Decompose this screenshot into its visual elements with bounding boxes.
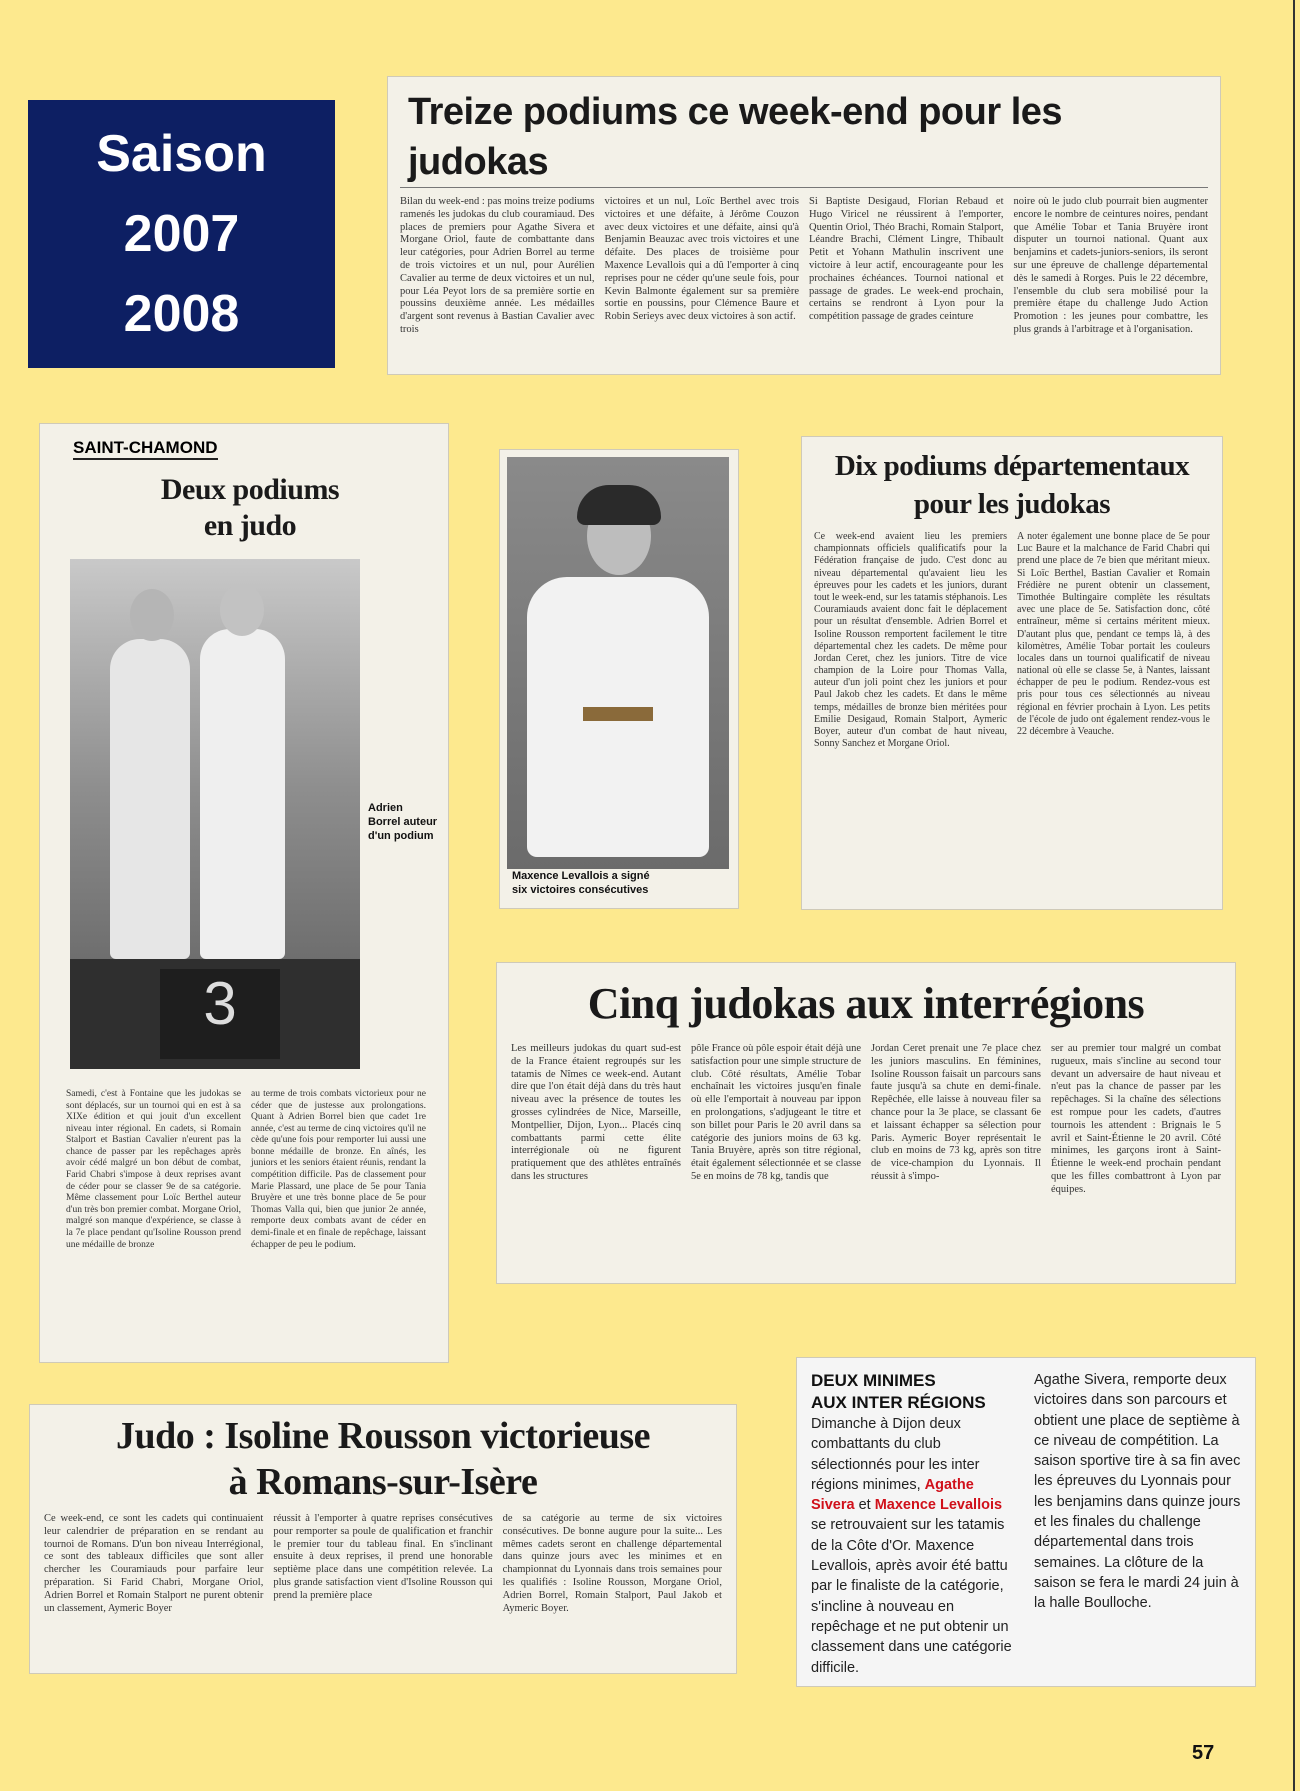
headline-line: à Romans-sur-Isère bbox=[228, 1461, 538, 1503]
article-column: réussit à l'emporter à quatre reprises consécutives pour remporter sa poule de qualification et franchir le premier tour du tableau final. En s'inclinant ensuite à deux reprises, il prend une honorable septième place dans une compétition relevée. La plus grande satisfaction vient d'Isoline Rousson qui prend la première place bbox=[273, 1513, 493, 1601]
season-year-end: 2008 bbox=[123, 285, 240, 343]
judoka-portrait-photo bbox=[507, 457, 729, 869]
headline-line: pour les judokas bbox=[913, 488, 1111, 520]
judokas-podium-photo: 3 bbox=[70, 559, 360, 1069]
article-deux-podiums bbox=[40, 424, 448, 1362]
article-column: victoires et un nul, Loïc Berthel avec trois victoires et une défaite, à Jérôme Couzon avec deux victoires et une défaite, ainsi qu'à Benjamin Beauzac avec trois victoires et une défaite. Des places de troisième pour Maxence Levallois qui a dû l'emporter à cinq reprises pour ne céder qu'une seule fois, pour Kevin Balmonte également sur sa première sortie en poussins, pour Clémence Baure et Robin Serieys avec deux victoires à son actif. bbox=[604, 196, 799, 323]
article-headline bbox=[44, 1413, 722, 1505]
article-treize-podiums bbox=[388, 77, 1220, 374]
article-body bbox=[44, 1513, 722, 1615]
article-column: Jordan Ceret prenait une 7e place chez les juniors masculins. En féminines, Isoline Rousson faisait un parcours sans faute jusqu'à sa chute en demi-finale. Repêchée, elle laisse à nouveau filer sa chance pour la 3e place, se classant 6e et laissant échapper sa sélection pour Paris. Aymeric Boyer représentait le club en moins de 73 kg, après son titre de vice-champion du Lyonnais. Il réussit à s'impo- bbox=[871, 1043, 1041, 1182]
article-body bbox=[511, 1043, 1221, 1197]
headline-line: Deux podiums bbox=[160, 473, 340, 506]
article-isoline-rousson bbox=[30, 1405, 736, 1673]
article-body bbox=[400, 196, 1208, 337]
article-column: au terme de trois combats victorieux pour ne céder que de justesse aux prolongations. Quant à Adrien Borrel bien que cadet 1re année, c'est au terme de cinq victoires qu'il ne cède qu'une fois pour remporter lui aussi une bonne médaille de bronze. En aînés, les juniors et les seniors étaient réunis, rendant la compétition difficile. Pas de classement pour Marie Plassard, une place de 5e pour Tania Bruyère et une très bonne place de 5e pour Thomas Valla qui, bien que junior 2e année, remporte deux combats avant de céder en demi-finale et en finale de repêchage, laissant échapper de peu le podium. bbox=[251, 1089, 426, 1250]
headline-line: en judo bbox=[203, 509, 297, 542]
season-box bbox=[28, 100, 335, 368]
highlighted-name: Agathe Sivera bbox=[811, 1476, 974, 1514]
article-deux-minimes bbox=[797, 1358, 1255, 1686]
article-column: Les meilleurs judokas du quart sud-est de la France étaient regroupés sur les tatamis de Nîmes ce week-end. Autant dire que l'on était déjà dans du très haut niveau avec la présence de toutes les grosses cylindrées de Nice, Marseille, Montpellier, Dijon, Lyon... Placés cinq combattants parmi cette élite interrégionale où ne figurent pratiquement que des athlètes entraînés dans les structures bbox=[511, 1043, 681, 1182]
article-maxence-photo bbox=[500, 450, 738, 908]
article-dix-podiums bbox=[802, 437, 1222, 909]
article-body bbox=[66, 1089, 426, 1251]
article-column: A noter également une bonne place de 5e pour Luc Baure et la malchance de Farid Chabri qui prend une place de 7e bien que méritant mieux. Si Loïc Berthel, Bastian Cavalier et Romain Frédière ne purent obtenir un classement, Timothée Bultingaire complète les résultats avec une place de 5e. Satisfaction donc, côté entraîneur, même si certains méritent mieux. D'autant plus que, pendant ce temps là, à des kilomètres, Amélie Tobar portait les couleurs locales dans un tournoi qualificatif de niveau national où elle se classe 5e, à Nantes, laissant échapper de peu le podium. Rendez-vous est pris pour tous ces sélectionnés au niveau régional en février prochain à Lyon. Les petits de l'école de judo ont également rendez-vous le 22 décembre à Veauche. bbox=[1017, 531, 1210, 737]
article-column: pôle France où pôle espoir était déjà une satisfaction pour une simple structure de club. Côté résultats, Amélie Tobar enchaînait les victoires jusqu'en finale où elle l'emportait à nouveau par ippon en prolongations, s'adjugeant le titre et son billet pour Paris le 20 avril dans sa catégorie des juniors moins de 63 kg. Tania Bruyère, après son titre régional, était également sélectionnée et se classe 5e en moins de 78 kg, tandis que bbox=[691, 1043, 861, 1182]
article-column: Agathe Sivera, remporte deux victoires dans son parcours et obtient une place de septième à ce niveau de compétition. La saison sportive tire à sa fin avec les épreuves du Lyonnais pour les benjamins dans quinze jours et les finales du challenge départemental dans trois semaines. La clôture de la saison se fera le mardi 24 juin à la halle Boulloche. bbox=[1034, 1372, 1241, 1612]
page-edge-line bbox=[1293, 0, 1295, 1791]
article-kicker: SAINT-CHAMOND bbox=[73, 438, 218, 460]
article-headline: Cinq judokas aux interrégions bbox=[587, 979, 1145, 1028]
article-column: Si Baptiste Desigaud, Florian Rebaud et Hugo Viricel ne réussirent à l'emporter, Quentin Oriol, Théo Brachi, Romain Stalport, Léandre Brachi, Clément Lingre, Thibault Petit et Yohann Mathulin inscrivent une victoire à leur actif, encourageante pour les prochaines échéances. Tournoi national et passage de grades. Le week-end prochain, certains se rendront à Lyon pour la compétition passage de grades ceinture bbox=[809, 196, 1004, 323]
headline-line: AUX INTER RÉGIONS bbox=[811, 1393, 986, 1412]
article-column: Dimanche à Dijon deux combattants du club sélectionnés pour les inter régions minimes, Agathe Sivera et Maxence Levallois se retrouvaient sur les tatamis de la Côte d'Or. Maxence Levallois, après avoir été battu par le finaliste de la catégorie, s'incline à nouveau en repêchage et ne put obtenir un classement dans une catégorie difficile. bbox=[811, 1416, 1012, 1676]
photo-caption bbox=[512, 870, 726, 898]
article-body bbox=[814, 531, 1210, 750]
headline-line: DEUX MINIMES bbox=[811, 1371, 936, 1390]
headline-line: Judo : Isoline Rousson victorieuse bbox=[115, 1415, 651, 1457]
article-column: noire où le judo club pourrait bien augmenter encore le nombre de ceintures noires, pendant que Amélie Tobar et Tania Bruyère iront disputer un tournoi national. Quant aux benjamins et cadets-juniors-seniors, ils seront sur une épreuve de challenge départemental dès le samedi à Rorges. Puis le 22 décembre, l'ensemble du club sera mobilisé pour la première étape du challenge Judo Action Promotion : les jeunes pour combattre, les plus grands à l'arbitrage et à l'organisation. bbox=[1013, 196, 1208, 335]
article-headline bbox=[814, 447, 1210, 523]
photo-caption: Adrien Borrel auteur d'un podium bbox=[368, 802, 438, 842]
headline-line: Dix podiums départementaux bbox=[834, 450, 1190, 482]
page-number: 57 bbox=[1192, 1742, 1215, 1764]
caption-line: six victoires consécutives bbox=[512, 883, 649, 896]
article-headline: Treize podiums ce week-end pour les judokas bbox=[400, 87, 1208, 188]
highlighted-name: Maxence Levallois bbox=[874, 1497, 1003, 1514]
season-year-start: 2007 bbox=[123, 205, 240, 263]
article-headline bbox=[811, 1370, 1018, 1414]
article-column: ser au premier tour malgré un combat rugueux, mais s'incline au second tour devant un adversaire de haut niveau et n'eut pas la chance de passer par les repêchages. Si la chaîne des sélections est rompue pour les cadets, d'autres tournois les attendent : Brignais le 5 avril et Saint-Étienne le 20 avril. Côté minimes, les garçons iront à Saint-Étienne le week-end prochain pendant que les filles combattront à Lyon par équipes. bbox=[1051, 1043, 1221, 1195]
article-column: Bilan du week-end : pas moins treize podiums ramenés les judokas du club couramiaud. Des places de premiers pour Agathe Sivera et Morgane Oriol, faute de combattante dans leur catégories, pour Adrien Borrel au terme de trois victoires et un nul, pour Aurélien Cavalier au terme de deux victoires et un nul, pour Léa Peyot lors de sa première sortie en poussins deuxième année. Les médailles d'argent sont revenus à Bastian Cavalier avec trois bbox=[400, 196, 595, 335]
article-headline bbox=[130, 472, 370, 544]
article-column: de sa catégorie au terme de six victoires consécutives. De bonne augure pour la suite... Les mêmes cadets seront en challenge départemental dans quinze jours avec les minimes et en championnat du Lyonnais dans trois semaines pour les qualifiés : Isoline Rousson, Morgane Oriol, Adrien Borrel, Romain Stalport, Paul Jakob et Aymeric Boyer. bbox=[502, 1513, 722, 1614]
season-label: Saison bbox=[96, 125, 267, 183]
article-column: Ce week-end avaient lieu les premiers championnats officiels qualificatifs pour la Fédération française de judo. C'est donc au niveau départemental qu'avaient lieu les épreuves pour les cadets et les juniors, durant tout le week-end, sur les tatamis stéphanois. Les Couramiauds avaient donc fait le déplacement pour un résultat d'ensemble. Adrien Borrel et Isoline Rousson remportent facilement le titre départemental chez les cadets. De même pour Jordan Ceret, chez les juniors. Titre de vice champion de la Loire pour Thomas Valla, auteur d'un joli point chez les juniors et pour Paul Jakob chez les cadets. Et dans le même temps, médailles de bronze bien méritées pour Emilie Desigaud, Romain Stalport, Aymeric Boyer, auteur d'un combat de haut niveau, Sonny Sanchez et Morgane Oriol. bbox=[814, 531, 1008, 750]
article-cinq-judokas bbox=[497, 963, 1235, 1283]
caption-line: Maxence Levallois a signé bbox=[512, 870, 650, 882]
article-column: Ce week-end, ce sont les cadets qui continuaient leur calendrier de préparation en se rendant au tournoi de Romans. D'un bon niveau Interrégional, ce sont des tableaux difficiles que sont aller chercher les Couramiauds pour parfaire leur préparation. Si Farid Chabri, Morgane Oriol, Adrien Borrel et Romain Stalport ne purent obtenir un classement, Aymeric Boyer bbox=[44, 1513, 264, 1614]
article-column: Samedi, c'est à Fontaine que les judokas se sont déplacés, sur un tournoi qui en est à sa XIXe édition et qui jouit d'un excellent niveau inter régional. En cadets, si Romain Stalport et Bastian Cavalier n'eurent pas la chance de passer par les repêchages après avoir cédé malgré un bon début de combat, Farid Chabri s'impose à deux reprises avant de céder pour se classer 9e de sa catégorie. Même classement pour Loïc Berthel auteur d'un très bon premier combat. Morgane Oriol, malgré son manque d'expérience, se classe à la 7e place pendant qu'Isoline Rousson prend une médaille de bronze bbox=[66, 1089, 241, 1250]
